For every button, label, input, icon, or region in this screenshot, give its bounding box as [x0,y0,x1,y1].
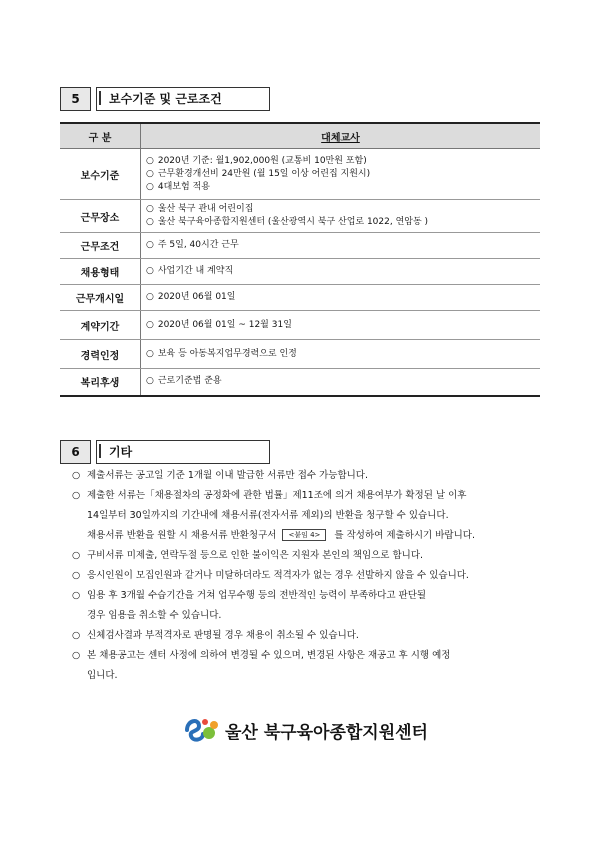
note-text: 응시인원이 모집인원과 같거나 미달하더라도 적격자가 없는 경우 선발하지 않을 수 있습니다. [87,570,469,581]
bullet-icon: ○ [146,181,154,192]
table-header-row [60,123,540,149]
bullet-icon: ○ [146,240,154,250]
row-content [141,340,541,369]
content-item [146,239,540,252]
item-text: 근로기준법 준용 [157,376,222,387]
bullet-icon: ○ [72,550,81,561]
note-item [72,626,532,646]
note-text: 제출서류는 공고일 기준 1개월 이내 발급한 서류만 접수 가능합니다. [87,470,369,481]
row-label: 근무장소 [60,200,141,233]
note-item [72,466,532,486]
table-row [60,285,540,311]
bullet-icon: ○ [72,570,81,581]
note-item [72,566,532,586]
table-row [60,369,540,396]
org-name: 울산 북구육아종합지원센터 [225,722,428,743]
section-title: 보수기준 및 근로조건 [96,87,270,111]
bullet-icon: ○ [72,630,81,641]
note-text: 본 채용공고는 센터 사정에 의하여 변경될 수 있으며, 변경된 사항은 재공고 후 시행 예정 [87,650,451,661]
content-item [146,203,540,216]
bullet-icon: ○ [72,650,81,661]
item-text: 울산 북구 관내 어린이집 [157,204,254,214]
note-text: 입니다. [87,670,118,681]
bullet-icon: ○ [146,155,154,166]
note-text: 를 작성하여 제출하시기 바랍니다. [334,530,475,541]
note-text: 제출한 서류는「채용절차의 공정화에 관한 법률」제11조에 의거 채용여부가 확정된 날 이후 [87,490,467,501]
bullet-icon: ○ [146,319,154,330]
row-content [141,233,541,259]
item-text: 근무환경개선비 24만원 (월 15일 이상 어린집 지원시) [157,168,371,179]
content-item [146,168,540,181]
note-item [72,546,532,566]
bullet-icon: ○ [146,376,154,387]
item-text: 보육 등 아동복지업무경력으로 인정 [157,348,297,359]
notes-list [72,466,532,686]
bullet-icon: ○ [146,168,154,179]
note-extra-line [72,526,532,546]
row-content [141,200,541,233]
note-item [72,646,532,686]
section-number: 5 [60,87,91,111]
note-text: 신체검사결과 부적격자로 판명될 경우 채용이 취소될 수 있습니다. [87,630,359,641]
item-text: 2020년 06월 01일 ~ 12월 31일 [157,319,292,330]
content-item [146,319,540,332]
note-text: 임용 후 3개월 수습기간을 거쳐 업무수행 등의 전반적인 능력이 부족하다고 판단될 [87,590,427,601]
content-item [146,216,540,229]
section-number: 6 [60,440,91,464]
content-item [146,181,540,194]
item-text: 울산 북구육아종합지원센터 (울산광역시 북구 산업로 1022, 연암동 ) [157,217,429,227]
org-logo-icon [183,716,221,744]
bullet-icon: ○ [146,217,154,227]
header-substitute-teacher: 대체교사 [141,123,541,149]
content-item [146,155,540,168]
content-item [146,291,540,304]
bullet-icon: ○ [146,348,154,359]
row-label: 채용형태 [60,259,141,285]
row-label: 근무조건 [60,233,141,259]
section-title: 기타 [96,440,270,464]
row-label: 보수기준 [60,149,141,200]
item-text: 2020년 기준: 월1,902,000원 (교통비 10만원 포함) [157,155,367,166]
bullet-icon: ○ [72,470,81,481]
table-row [60,259,540,285]
bullet-icon: ○ [146,292,154,302]
attachment-tag: <붙임 4> [282,529,326,541]
item-text: 주 5일, 40시간 근무 [157,240,239,250]
bullet-icon: ○ [146,266,154,276]
note-text: 구비서류 미제출, 연락두절 등으로 인한 불이익은 지원자 본인의 책임으로 합니다. [87,550,424,561]
row-content [141,149,541,200]
bullet-icon: ○ [146,204,154,214]
note-text: 채용서류 반환을 원할 시 채용서류 반환청구서 [87,530,277,541]
row-label: 복리후생 [60,369,141,396]
note-text: 14일부터 30일까지의 기간내에 채용서류(전자서류 제외)의 반환을 청구할 수 있습니다. [87,510,449,521]
content-item [146,265,540,278]
note-item [72,486,532,546]
conditions-table [60,122,540,397]
row-label: 경력인정 [60,340,141,369]
table-row [60,200,540,233]
note-text: 경우 임용을 취소할 수 있습니다. [87,610,222,621]
bullet-icon: ○ [72,490,81,501]
content-item [146,348,540,361]
section-5-header [60,87,270,111]
footer-logo [183,716,428,744]
table-row [60,340,540,369]
table-row [60,233,540,259]
row-content [141,259,541,285]
section-6-header [60,440,270,464]
item-text: 4대보험 적용 [157,181,210,192]
note-item [72,586,532,626]
table-row [60,149,540,200]
row-content [141,285,541,311]
row-label: 근무개시일 [60,285,141,311]
bullet-icon: ○ [72,590,81,601]
content-item [146,375,540,388]
row-label: 계약기간 [60,311,141,340]
table-row [60,311,540,340]
row-content [141,311,541,340]
item-text: 2020년 06월 01일 [157,292,236,302]
item-text: 사업기간 내 계약직 [157,266,234,276]
header-category: 구 분 [60,123,141,149]
row-content [141,369,541,396]
